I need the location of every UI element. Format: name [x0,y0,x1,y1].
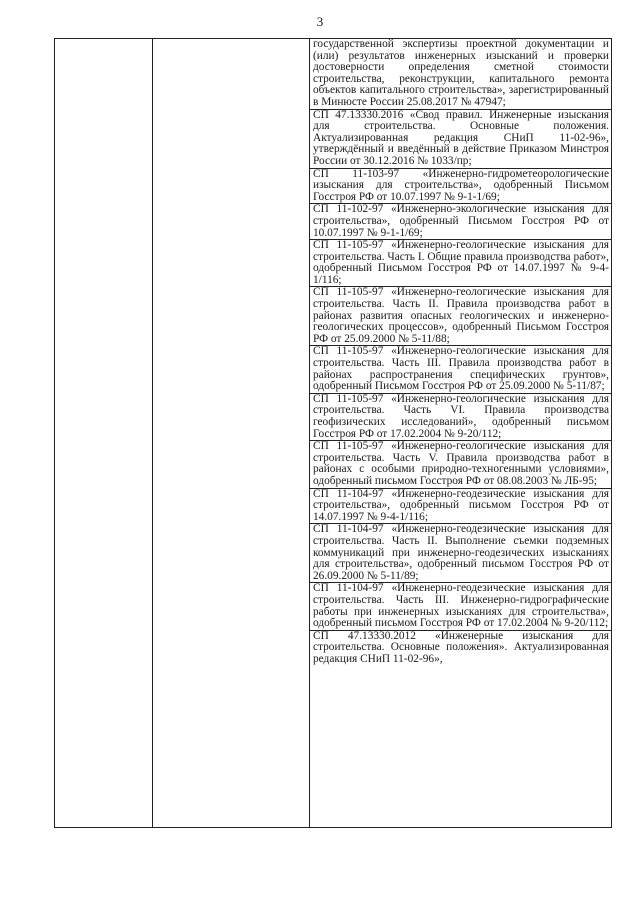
regulations-column [310,39,612,827]
regulation-entry: СП 11-104-97 «Инженерно-геодезические изыскания для строительства. Часть III. Инженерно-гидрографические работы при инженерных изысканиях для строительства», одобренный письмом Госстроя РФ от 17.02.2004 № 9-20/112; [310,583,612,630]
document-table [54,38,612,828]
regulation-entry: СП 11-104-97 «Инженерно-геодезические изыскания для строительства. Часть II. Выполнение съемки подземных коммуникаций при инженерно-геодезических изысканиях для строительства», одобренный письмом Госстроя РФ от 26.09.2000 № 5-11/89; [310,524,612,583]
column-divider-1 [152,39,153,827]
regulation-entry: СП 11-105-97 «Инженерно-геологические изыскания для строительства. Часть III. Правила производства работ в районах распространения специфических грунтов», одобренный Письмом Госстроя РФ от 25.09.2000 № 5-11/87; [310,346,612,393]
regulation-entry: СП 11-105-97 «Инженерно-геологические изыскания для строительства. Часть II. Правила производства работ в районах развития опасных геологических и инженерно-геологических процессов», одобренный Письмом Госстроя РФ от 25.09.2000 № 5-11/88; [310,287,612,346]
regulation-entry: СП 11-105-97 «Инженерно-геологические изыскания для строительства. Часть V. Правила производства работ в районах с особыми природно-техногенными условиями», одобренный письмом Госстроя РФ от 08.08.2003 № ЛБ-95; [310,441,612,488]
regulation-entry: СП 11-103-97 «Инженерно-гидрометеорологические изыскания для строительства», одобренный Письмом Госстроя РФ от 10.07.1997 № 9-1-1/69; [310,169,612,205]
regulation-entry: СП 11-105-97 «Инженерно-геологические изыскания для строительства. Часть VI. Правила производства геофизических исследований», одобренный письмом Госстроя РФ от 17.02.2004 № 9-20/112; [310,394,612,441]
regulation-entry: СП 47.13330.2012 «Инженерные изыскания для строительства. Основные положения». Актуализированная редакция СНиП 11-02-96», [313,629,609,665]
regulation-entry: государственной экспертизы проектной документации и (или) результатов инженерных изысканий и проверки достоверности определения сметной стоимости строительства, реконструкции, капитального ремонта объектов капитального строительства», зарегистрированный в Минюсте России 25.08.2017 № 47947; [310,39,612,110]
regulation-entry: СП 47.13330.2016 «Свод правил. Инженерные изыскания для строительства. Основные положения. Актуализированная редакция СНиП 11-02-96», утверждённый и введённый в действие Приказом Минстроя России от 30.12.2016 № 1033/пр; [310,110,612,169]
regulation-entry: СП 11-104-97 «Инженерно-геодезические изыскания для строительства», одобренный письмом Госстроя РФ от 14.07.1997 № 9-4-1/116; [310,489,612,525]
page-number: 3 [316,14,324,29]
regulation-entry: СП 11-102-97 «Инженерно-экологические изыскания для строительства», одобренный Письмом Госстроя РФ от 10.07.1997 № 9-1-1/69; [310,204,612,240]
regulation-entry: СП 11-105-97 «Инженерно-геологические изыскания для строительства. Часть I. Общие правила производства работ», одобренный Письмом Госстроя РФ от 14.07.1997 № 9-4-1/116; [310,240,612,287]
